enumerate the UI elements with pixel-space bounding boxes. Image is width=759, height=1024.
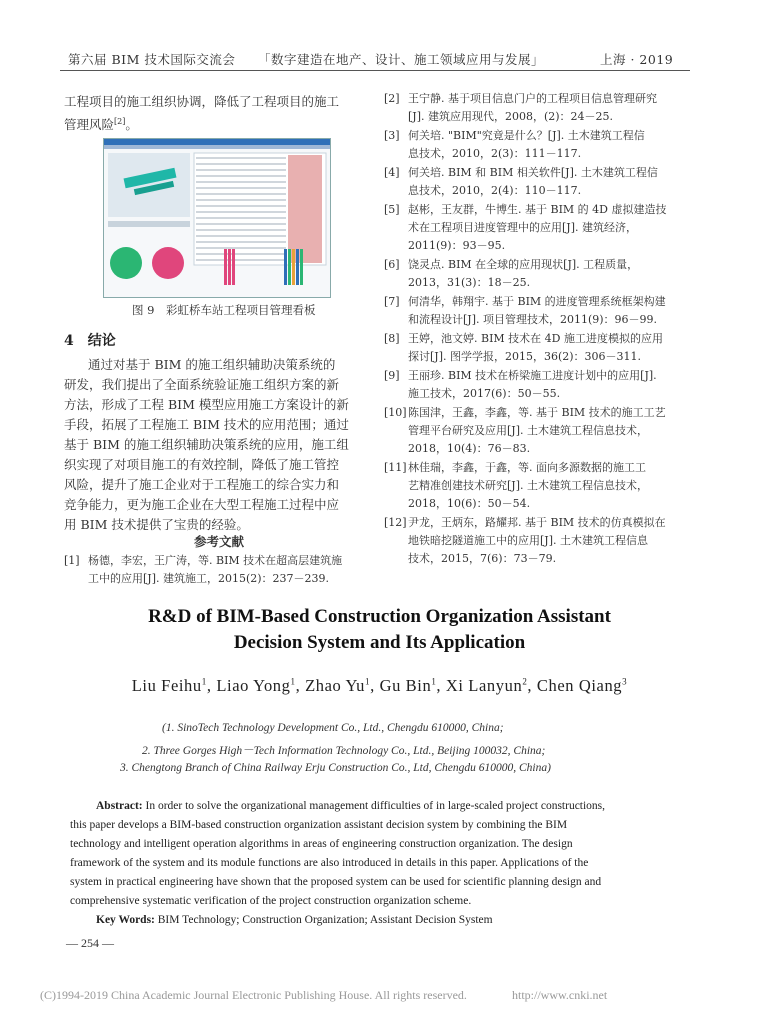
reference-line: 施工技术，2017(6)：50－55. [408, 387, 561, 400]
figure-caption: 图 9 彩虹桥车站工程项目管理看板 [132, 303, 316, 317]
citation: [2] [114, 117, 126, 126]
conclusion-line: 手段，拓展了工程施工 BIM 技术的应用范围；通过 [64, 417, 349, 432]
reference-list [384, 90, 694, 569]
running-header-title: 「数字建造在地产、设计、施工领域应用与发展」 [258, 52, 545, 67]
affiliation-line: 3. Chengtong Branch of China Railway Erju Construction Co., Ltd, Chengdu 610000, China) [120, 762, 551, 774]
reference-number: [7] [384, 295, 400, 308]
conclusion-line: 竞争能力，更为施工企业在大型工程施工过程中应 [64, 497, 340, 512]
reference-line: 2011(9)：93－95. [408, 239, 506, 252]
reference-line: 何关培. BIM 和 BIM 相关软件[J]. 土木建筑工程信 [408, 166, 658, 179]
cnki-link[interactable]: http://www.cnki.net [512, 988, 608, 1002]
reference-number: [4] [384, 166, 400, 179]
dashboard-illustration [104, 139, 330, 297]
affiliation-line: (1. SinoTech Technology Development Co., Ltd., Chengdu 610000, China; [162, 722, 504, 734]
author: Xi Lanyun$^2$, [445, 676, 537, 695]
reference-item [384, 293, 694, 329]
reference-line: 息技术，2010，2(3)：111－117. [408, 147, 582, 160]
reference-number: [1] [64, 554, 80, 567]
conclusion-line: 风险，提升了施工企业对于工程施工的综合实力和 [64, 477, 340, 492]
reference-line: 艺精准创建技术研究[J]. 土木建筑工程信息技术， [408, 479, 648, 492]
figure-9-dashboard [103, 138, 331, 298]
section-title: 4 结论 [64, 333, 116, 349]
reference-line: 尹龙，王炳东，路耀邦. 基于 BIM 技术的仿真模拟在 [408, 516, 666, 529]
abstract-line: this paper develops a BIM-based construction organization assistant decision system by combining the BIM [70, 819, 568, 831]
author: Chen Qiang$^3$ [536, 676, 628, 695]
conclusion-line: 方法，形成了工程 BIM 模型应用施工方案设计的新 [64, 397, 349, 412]
reference-line: 地铁暗挖隧道施工中的应用[J]. 土木建筑工程信息 [408, 534, 648, 547]
reference-item [384, 164, 694, 200]
abstract-line: framework of the system and its module functions are also introduced in details in this paper. Applications of the [70, 857, 589, 869]
reference-item [384, 404, 694, 458]
reference-number: [10] [384, 406, 407, 419]
reference-line: 王宁静. 基于项目信息门户的工程项目信息管理研究 [408, 92, 657, 105]
affiliation-line: 2. Three Gorges High－Tech Information Technology Co., Ltd., Beijing 100032, China; [142, 745, 546, 757]
running-header-left: 第六届 BIM 技术国际交流会 [68, 52, 236, 67]
reference-line: 何清华，韩翔宇. 基于 BIM 的进度管理系统框架构建 [408, 295, 666, 308]
reference-line: 2018，10(6)：50－54. [408, 497, 531, 510]
reference-line: 王婷，池文婷. BIM 技术在 4D 施工进度模拟的应用 [408, 332, 663, 345]
reference-number: [2] [384, 92, 400, 105]
references-title: 参考文献 [193, 534, 244, 549]
reference-line: 赵彬，王友群，牛博生. 基于 BIM 的 4D 虚拟建造技 [408, 203, 667, 216]
reference-line: 杨德，李宏，王广涛，等. BIM 技术在超高层建筑施 [88, 554, 343, 567]
reference-line: 何关培. "BIM"究竟是什么？[J]. 土木建筑工程信 [408, 129, 645, 142]
app-toolbar [104, 145, 330, 149]
reference-line: 息技术，2010，2(4)：110－117. [408, 184, 582, 197]
reference-line: 陈国津，王鑫，李鑫，等. 基于 BIM 技术的施工工艺 [408, 406, 666, 419]
highlight-column [288, 155, 322, 263]
conclusion-line: 通过对基于 BIM 的施工组织辅助决策系统的 [88, 357, 336, 372]
copyright-notice: (C)1994-2019 China Academic Journal Electronic Publishing House. All rights reserved. [40, 988, 467, 1002]
page-number: — 254 — [66, 936, 114, 950]
reference-number: [11] [384, 461, 407, 474]
author: Liao Yong$^1$, [216, 676, 306, 695]
conclusion-line: 用 BIM 技术提供了宝贵的经验。 [64, 517, 249, 532]
reference-number: [6] [384, 258, 400, 271]
reference-item [384, 459, 694, 513]
app-titlebar [104, 139, 330, 145]
reference-number: [5] [384, 203, 400, 216]
reference-item [384, 514, 694, 568]
reference-line: 2018，10(4)：76－83. [408, 442, 531, 455]
abstract-label: Abstract: [96, 800, 143, 812]
reference-line: 和流程设计[J]. 项目管理技术，2011(9)：96－99. [408, 313, 658, 326]
reference-item [384, 201, 694, 255]
reference-line: 术在工程项目进度管理中的应用[J]. 建筑经济， [408, 221, 637, 234]
model-view [108, 153, 190, 217]
reference-line: 技术，2015，7(6)：73－79. [408, 552, 557, 565]
reference-line: 饶灵点. BIM 在全球的应用现状[J]. 工程质量， [408, 258, 639, 271]
abstract [70, 797, 690, 930]
abstract-line: technology and intelligent operation algorithms in areas of engineering construction organization. The design [70, 838, 573, 850]
author: Liu Feihu$^1$, [131, 676, 217, 695]
reference-item [384, 367, 694, 403]
reference-line: 探讨[J]. 图学学报，2015，36(2)：306－311. [408, 350, 642, 363]
conclusion-line: 织实现了对项目施工的有效控制，降低了施工管控 [64, 457, 340, 472]
author: Zhao Yu$^1$, [305, 676, 380, 695]
pie-chart-green [110, 247, 142, 279]
abstract-line: Abstract: In order to solve the organizational management difficulties of in large-scaled project constructions, [96, 800, 606, 812]
abstract-line: system in practical engineering have shown that the proposed system can be used for scientific planning design and [70, 876, 602, 888]
intro-line: 管理风险[2]。 [64, 117, 138, 133]
panel-divider [108, 221, 190, 227]
reference-line: 王丽珍. BIM 技术在桥梁施工进度计划中的应用[J]. [408, 369, 657, 382]
running-header-right: 上海 · 2019 [600, 52, 674, 67]
conclusion-line: 基于 BIM 的施工组织辅助决策系统的应用，施工组 [64, 437, 349, 452]
header-rule [60, 70, 690, 71]
conclusion-paragraph [64, 355, 374, 535]
intro-paragraph [64, 92, 374, 135]
reference-line: [J]. 建筑应用现代，2008，(2)：24－25. [408, 110, 614, 123]
english-title-line-1: R&D of BIM-Based Construction Organization Assistant [148, 606, 611, 627]
reference-item [384, 127, 694, 163]
reference-number: [9] [384, 369, 400, 382]
reference-number: [3] [384, 129, 400, 142]
reference-number: [12] [384, 516, 407, 529]
author: Gu Bin$^1$, [379, 676, 446, 695]
reference-line: 管理平台研究及应用[J]. 土木建筑工程信息技术， [408, 424, 648, 437]
conclusion-line: 研发，我们提出了全面系统验证施工组织方案的新 [64, 377, 340, 392]
keywords-label: Key Words: [96, 914, 155, 926]
reference-item [384, 256, 694, 292]
abstract-line: comprehensive systematic verification of the project construction organization scheme. [70, 895, 472, 907]
reference-number: [8] [384, 332, 400, 345]
reference-line: 工中的应用[J]. 建筑施工，2015(2)：237－239. [88, 572, 330, 585]
reference-item [384, 330, 694, 366]
keywords-line: Key Words: BIM Technology; Construction Organization; Assistant Decision System [96, 914, 493, 926]
intro-line: 工程项目的施工组织协调，降低了工程项目的施工 [64, 94, 340, 109]
reference-item [64, 552, 374, 588]
reference-line: 林佳瑞，李鑫，于鑫，等. 面向多源数据的施工工 [408, 461, 646, 474]
reference-line: 2013，31(3)：18－25. [408, 276, 531, 289]
reference-item [384, 90, 694, 126]
author-list [0, 676, 759, 696]
pie-chart-pink [152, 247, 184, 279]
english-title-line-2: Decision System and Its Application [233, 632, 526, 653]
